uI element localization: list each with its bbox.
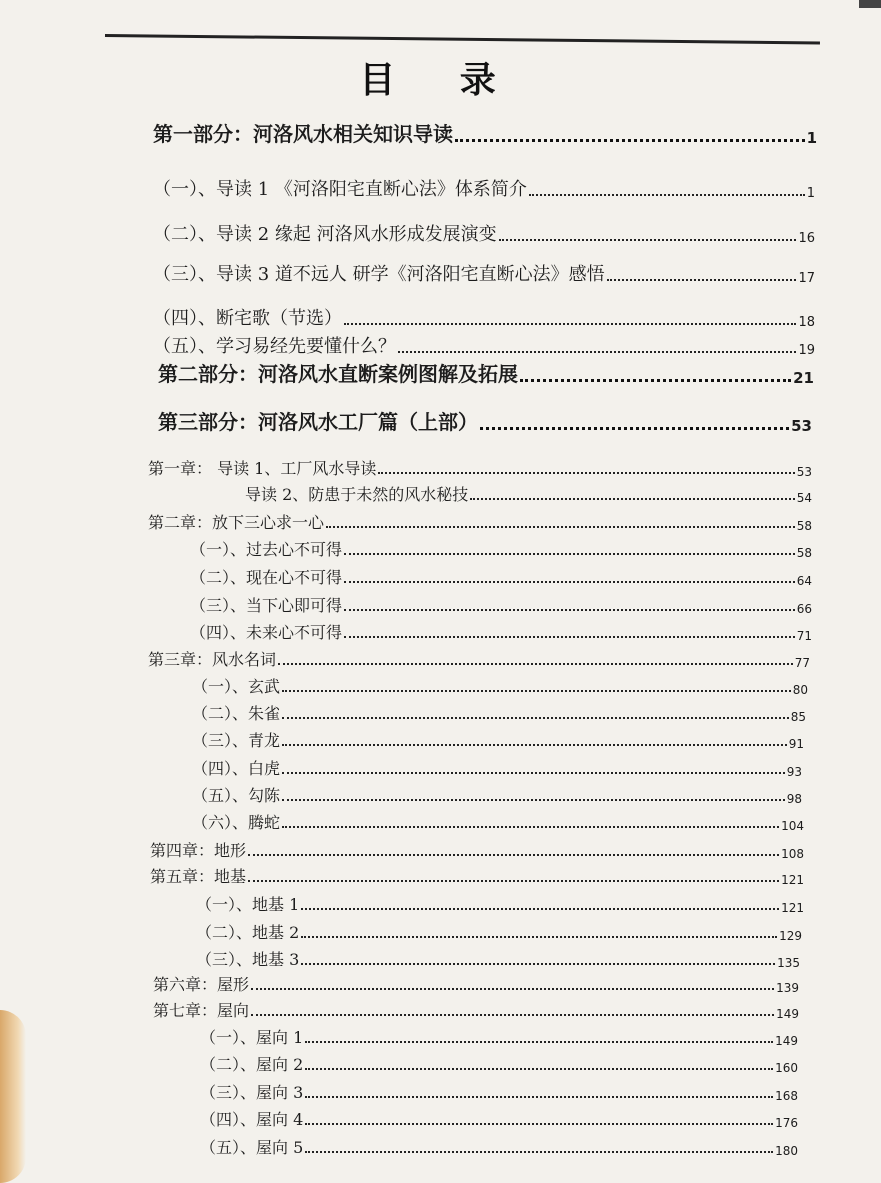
leader-dots [301,908,779,910]
toc-entry-label: 第四章：地形 [150,841,247,860]
toc-part-entry [158,358,814,387]
toc-entry [190,565,812,588]
toc-page-number: 18 [798,315,815,330]
toc-entry-label: 第六章：屋形 [153,975,250,994]
toc-page-number: 71 [796,629,812,643]
leader-dots [282,826,779,828]
toc-page-number: 98 [786,792,802,806]
toc-entry-label: （一）、导读 1 《河洛阳宅直断心法》体系简介 [153,179,527,200]
leader-dots [282,799,785,801]
toc-page-number: 104 [781,819,804,833]
leader-dots [344,581,795,583]
toc-entry-label: 第二章：放下三心求一心 [148,513,325,532]
toc-entry-label: 第二部分：河洛风水直断案例图解及拓展 [158,362,518,386]
toc-entry-label: （四）、断宅歌（节选） [153,308,342,329]
toc-page-number: 176 [775,1116,798,1130]
toc-page-number: 66 [796,602,812,616]
toc-entry-label: （一）、地基 1 [196,895,300,914]
toc-chapter-entry [153,972,799,995]
toc-entry-label: 第一章： 导读 1、工厂风水导读 [148,459,377,478]
toc-entry-label: 第三章：风水名词 [148,650,277,669]
toc-entry [200,1025,798,1048]
leader-dots [499,239,797,241]
toc-page-number: 16 [798,231,815,246]
toc-entry-label: （五）、勾陈 [192,786,281,805]
toc-entry-label: （五）、学习易经先要懂什么？ [153,336,396,357]
leader-dots [344,609,795,611]
toc-entry-label: （一）、屋向 1 [200,1028,304,1047]
leader-dots [282,717,789,719]
leader-dots [305,1068,773,1070]
toc-chapter-entry [153,998,799,1021]
toc-page-number: 77 [794,656,810,670]
leader-dots [282,690,791,692]
toc-entry-label: （二）、导读 2 缘起 河洛风水形成发展演变 [153,224,497,245]
page-title: 目 录 [359,60,522,101]
leader-dots [301,936,777,938]
toc-page-number: 121 [781,901,804,915]
leader-dots [301,963,775,965]
toc-entry [192,810,804,833]
leader-dots [248,880,779,882]
toc-entry-label: （三）、地基 3 [196,950,300,969]
toc-entry [200,1107,798,1130]
toc-entry [192,674,808,697]
toc-entry-label: （二）、朱雀 [192,704,281,723]
toc-page-number: 80 [792,683,808,697]
toc-page-number: 85 [790,710,806,724]
toc-page-number: 168 [775,1089,798,1103]
leader-dots [529,194,805,196]
toc-entry [190,537,812,560]
toc-chapter-entry [148,456,812,479]
toc-entry-label: 第七章：屋向 [153,1001,250,1020]
toc-entry [153,304,815,330]
toc-entry [192,728,804,751]
toc-page-number: 129 [779,929,802,943]
toc-page-number: 149 [775,1034,798,1048]
toc-page-number: 135 [777,956,800,970]
toc-page-number: 108 [781,847,804,861]
leader-dots [520,379,791,382]
toc-page-number: 160 [775,1061,798,1075]
toc-entry [192,756,802,779]
toc-chapter-entry [148,510,812,533]
toc-entry [192,783,802,806]
toc-chapter-entry [150,838,804,861]
toc-entry-label: （一）、过去心不可得 [190,540,343,559]
toc-entry [153,175,815,201]
toc-page-number: 1 [806,186,815,201]
toc-entry [190,593,812,616]
toc-entry [196,947,800,970]
toc-entry [192,701,806,724]
toc-page-number: 93 [786,765,802,779]
toc-entry [196,892,804,915]
toc-entry-label: （六）、腾蛇 [192,813,281,832]
header-rule [105,34,820,44]
toc-page-number: 91 [788,737,804,751]
leader-dots [282,744,787,746]
toc-entry-label: （二）、屋向 2 [200,1055,304,1074]
finger-shadow [0,1010,26,1183]
toc-entry [153,332,815,358]
toc-page-number: 21 [793,369,814,387]
toc-entry-label: （四）、白虎 [192,759,281,778]
toc-part-entry [158,406,812,435]
leader-dots [326,526,795,528]
toc-entry-label: （三）、青龙 [192,731,281,750]
toc-page-number: 121 [781,873,804,887]
toc-entry-label: （三）、屋向 3 [200,1083,304,1102]
leader-dots [251,988,774,990]
leader-dots [480,427,789,430]
leader-dots [248,854,779,856]
toc-page-number: 139 [776,981,799,995]
toc-entry-label: （二）、地基 2 [196,923,300,942]
leader-dots [344,553,795,555]
toc-entry [153,260,815,286]
toc-part-entry [153,118,817,147]
leader-dots [305,1041,773,1043]
toc-chapter-entry [148,647,810,670]
toc-page-number: 53 [796,465,812,479]
toc-entry-label: 第一部分：河洛风水相关知识导读 [153,122,453,146]
leader-dots [305,1096,773,1098]
toc-entry [190,620,812,643]
toc-entry-label: （五）、屋向 5 [200,1138,304,1157]
toc-chapter-entry [150,864,804,887]
toc-entry [196,920,802,943]
leader-dots [378,472,794,474]
leader-dots [282,772,785,774]
toc-entry-label: （三）、导读 3 道不远人 研学《河洛阳宅直断心法》感悟 [153,264,605,285]
leader-dots [398,351,796,353]
toc-entry [200,1135,798,1158]
leader-dots [344,323,796,325]
page-corner-shadow [859,0,881,8]
toc-page-number: 54 [796,491,812,505]
leader-dots [251,1014,774,1016]
toc-page-number: 180 [775,1144,798,1158]
leader-dots [344,636,795,638]
toc-entry-label: （一）、玄武 [192,677,281,696]
toc-page-number: 58 [796,546,812,560]
toc-page-number: 1 [806,129,817,147]
toc-entry-label: 第三部分：河洛风水工厂篇（上部） [158,410,478,434]
toc-entry-label: （三）、当下心即可得 [190,596,343,615]
toc-page-number: 19 [798,343,815,358]
toc-entry-label: 第五章：地基 [150,867,247,886]
toc-entry-label: （二）、现在心不可得 [190,568,343,587]
toc-entry-label: （四）、未来心不可得 [190,623,343,642]
leader-dots [278,663,793,665]
leader-dots [305,1151,773,1153]
toc-page-number: 149 [776,1007,799,1021]
toc-entry [153,220,815,246]
toc-page-number: 53 [791,417,812,435]
toc-page-number: 64 [796,574,812,588]
leader-dots [470,498,794,500]
toc-entry-label: （四）、屋向 4 [200,1110,304,1129]
toc-page-number: 58 [796,519,812,533]
leader-dots [607,279,797,281]
toc-entry-label: 导读 2、防患于未然的风水秘技 [245,485,469,504]
leader-dots [455,139,805,142]
toc-page-number: 17 [798,271,815,286]
toc-entry [200,1080,798,1103]
toc-entry [245,482,812,505]
leader-dots [305,1123,773,1125]
toc-entry [200,1052,798,1075]
